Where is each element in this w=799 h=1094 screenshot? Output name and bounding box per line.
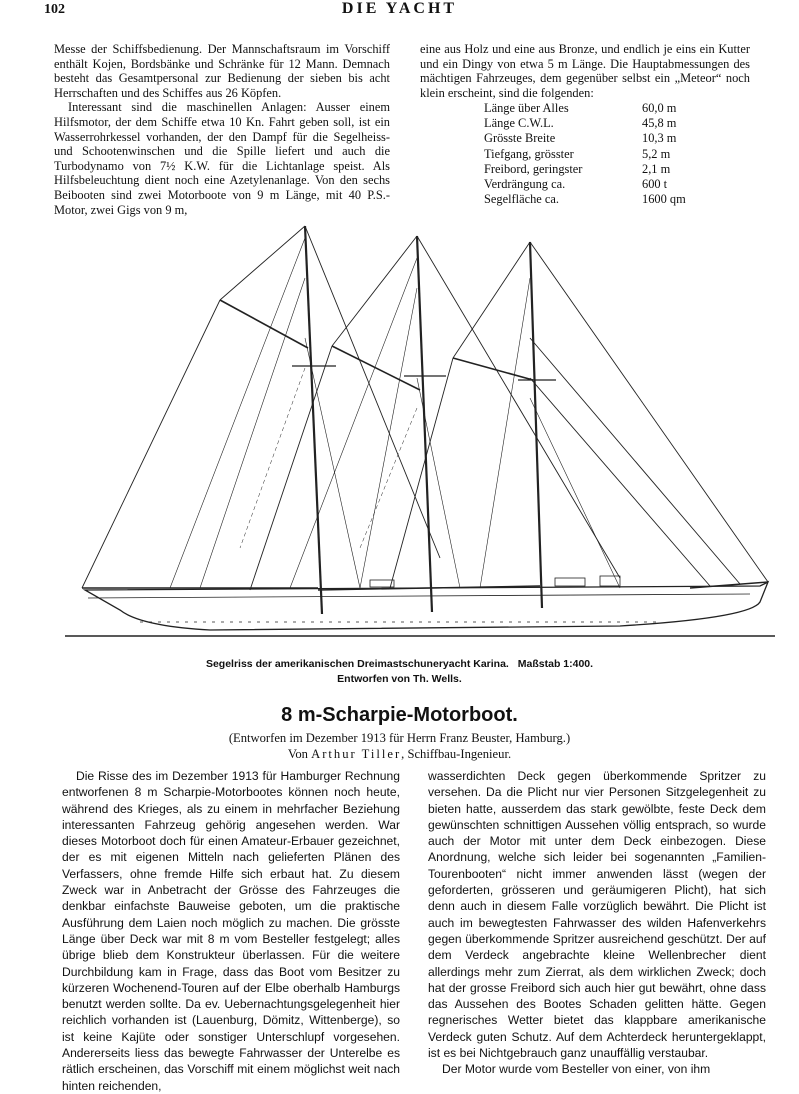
dimension-value: 5,2 m [642, 146, 671, 161]
bottom-left-column [62, 768, 400, 1094]
paragraph: Der Motor wurde vom Besteller von einer, von ihm [442, 1062, 711, 1077]
article-title: 8 m-Scharpie-Motorboot. [281, 704, 518, 726]
dimension-label: Grösste Breite [484, 131, 556, 146]
paragraph: Die Risse des im Dezember 1913 für Hamburger Rechnung entworfenen 8 m Scharpie-Motorbootes können noch heute, während des Krieges, als zu einem in mehrfacher Beziehung interessanten Fahrzeug gehörig angesehen werden. War dieses Motorboot doch für einen Amateur-Erbauer gezeichnet, der es mit eigenen Mitteln nach gelieferten Plänen des Verfassers, ohne fremde Hilfe sich erbaut hat. Zu diesem Zweck war in Anbetracht der Grösse des Fahrzeuges die denkbar einfachste Bauweise geboten, um die praktische Ausführung dem Laien noch möglich zu machen. Die grösste Länge über Deck war mit 8 m vom Besteller festgelegt; alles übrige blieb dem Konstrukteur überlassen. Für die weitere Durchbildung kam in Frage, dass das Boot vom Besitzer zu kürzeren Wochenend-Touren auf der Elbe oberhalb Hamburgs benutzt werden sollte. Da ev. Uebernachtungsgelegenheit hier reichlich vorhanden ist (Lauenburg, Dömitz, Wittenberge), so ist keine Kajüte oder sonstiger Unterschlupf vorgesehen. Andererseits liess das bewegte Fahrwasser der Unterelbe es rätlich erscheinen, das Vorschiff mit einem möglichst weit nach hinten reichenden, [62, 769, 400, 1093]
paragraph: Messe der Schiffsbedienung. Der Mannschaftsraum im Vorschiff enthält Kojen, Bordsbänke und Schränke für 12 Mann. Demnach besteht das Gesamtpersonal zur Bedienung der sieben bis acht Herrschaften und des Schiffes aus 26 Köpfen. [54, 42, 390, 100]
top-left-column [54, 42, 390, 217]
caption-main: Segelriss der amerikanischen Dreimastschuneryacht Karina. [205, 658, 509, 670]
dimension-row [484, 147, 714, 162]
paragraph: wasserdichten Deck gegen überkommende Spritzer zu versehen. Da die Plicht nur vier Personen Sitzgelegenheit zu bieten hatte, ausserdem das stark gewölbte, feste Deck dem gewünschten schnittigen Aussehen völlig entsprach, so wurde auch der Motor mit unter dem Deck einbezogen. Diese Anordnung, welche sich leider bei sogenannten „Familien-Tourenbooten“ nicht immer anwenden lässt (wegen der geforderten, grösseren und geräumigeren Plicht), hat sich denn auch in diesem Falle vorzüglich bewährt. Die Plicht ist auch im bewegtesten Fahrwasser des wilden Hafenverkehrs gegen überkommende Spritzer ausreichend geschützt. Der auf dem Verdeck angebrachte kleine Wellenbrecher dient allerdings mehr zum Zierrat, als dem wirklichen Zweck; doch hat der grosse Freibord sich auch hier gut bewährt, ohne dass das Aussehen des Bootes Schaden gelitten hätte. Gegen regnerisches Wetter bietet das klappbare amerikanische Verdeck guten Schutz. Auf dem Achterdeck heruntergeklappt, ist es bei Nichtgebrauch ganz unauffällig verstaubar. [428, 769, 766, 1061]
dimension-label: Freibord, geringster [484, 161, 583, 176]
page-number: 102 [44, 2, 65, 17]
dimension-row [484, 131, 714, 146]
dimension-value: 10,3 m [642, 131, 677, 146]
figure-credit: Entworfen von Th. Wells. [337, 673, 462, 685]
dimension-row [484, 101, 714, 116]
dimension-value: 1600 qm [642, 192, 686, 207]
sail-plan-drawing [60, 218, 780, 646]
dimensions-table [484, 101, 714, 207]
dimension-label: Länge über Alles [484, 101, 569, 115]
dimension-label: Segelfläche ca. [484, 192, 559, 207]
dimension-label: Tiefgang, grösster [484, 146, 574, 161]
author-role: , Schiffbau-Ingenieur. [401, 747, 512, 761]
byline [0, 747, 799, 762]
top-right-column [420, 42, 750, 100]
dimension-row [484, 116, 714, 131]
dimension-label: Länge C.W.L. [484, 116, 554, 131]
paragraph: eine aus Holz und eine aus Bronze, und endlich je eins ein Kutter und ein Dingy von etwa 5 m Länge. Die Hauptabmessungen des mächtigen Fahrzeuges, dem gegenüber selbst ein „Meteor“ noch klein erscheint, sind die folgenden: [420, 42, 750, 100]
dimension-row [484, 177, 714, 192]
bottom-right-column [428, 768, 766, 1078]
dimension-row [484, 192, 714, 207]
dimension-value: 45,8 m [642, 116, 677, 131]
figure-caption [0, 658, 799, 670]
paragraph: Interessant sind die maschinellen Anlagen: Ausser einem Hilfsmotor, der dem Schiffe etwa 10 Kn. Fahrt geben soll, ist ein Wasserrohrkessel vorhanden, der den Dampf für die Segelheiss- und Schootenwinschen und die Spille liefert und auch die Turbodynamo von 7½ K.W. für die Lichtanlage speist. Als Hilfsbeleuchtung dient noch eine Azetylenanlage. Von den sechs Beibooten sind zwei Motorboote von 9 m Länge, mit 40 P.S.-Motor, zwei Gigs von 9 m, [54, 100, 390, 217]
author-name: Arthur Tiller [311, 747, 402, 761]
dimension-value: 2,1 m [642, 161, 671, 176]
caption-scale: Maßstab 1:400. [517, 658, 594, 670]
dimension-label: Verdrängung ca. [484, 176, 566, 191]
byline-prefix: Von [287, 747, 308, 761]
dimension-row [484, 162, 714, 177]
running-title: DIE YACHT [341, 0, 458, 17]
article-subtitle: (Entworfen im Dezember 1913 für Herrn Franz Beuster, Hamburg.) [228, 731, 571, 745]
dimension-value: 600 t [642, 176, 668, 191]
dimension-value: 60,0 m [642, 101, 677, 115]
